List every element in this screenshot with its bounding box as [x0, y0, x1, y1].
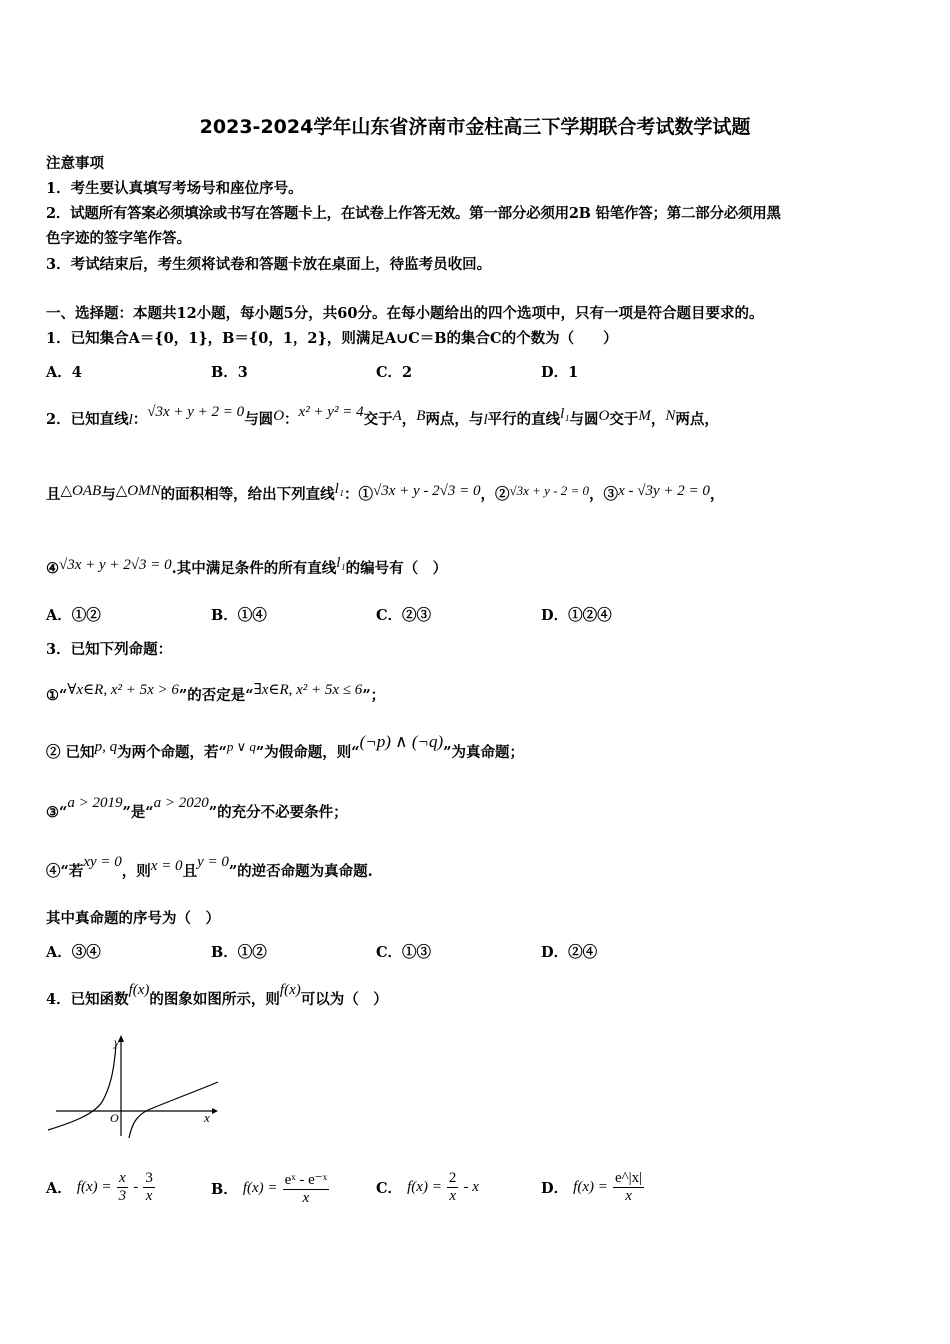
q4-option-c[interactable]: C． f(x) = $\frac{2}{x}$ - x	[376, 1170, 479, 1204]
q3-ask: 其中真命题的序号为（ ）	[46, 910, 220, 927]
q1-option-a[interactable]: A．4	[46, 364, 82, 381]
origin-label: O	[110, 1111, 119, 1125]
q2-option-c[interactable]: C．②③	[376, 607, 432, 624]
q1-option-b[interactable]: B．3	[211, 364, 248, 381]
q2-option-b[interactable]: B．①④	[211, 607, 267, 624]
question-2-line-1: 2．已知直线l：√3x + y + 2 = 0与圆O：x² + y² = 4交于A，B两点，与l平行的直线l₁与圆O交于M，N两点，	[46, 404, 719, 428]
question-4-stem: 4．已知函数f(x)的图象如图所示，则f(x)可以为（ ）	[46, 982, 388, 1008]
notice-item: 3．考试结束后，考生须将试卷和答题卡放在桌面上，待监考员收回。	[46, 256, 492, 273]
function-graph	[44, 1032, 224, 1144]
section-heading: 一、选择题：本题共12小题，每小题5分，共60分。在每小题给出的四个选项中，只有一项是符合题目要求的。	[46, 305, 764, 322]
q3-proposition-4: ④“若xy = 0，则x = 0且y = 0”的逆否命题为真命题.	[46, 854, 373, 880]
q1-option-c[interactable]: C．2	[376, 364, 413, 381]
x-axis-arrow	[212, 1108, 218, 1114]
q4-option-a[interactable]: A． f(x) = $\frac{x}{3}$ - $\frac{3}{x}$	[46, 1170, 153, 1204]
q3-option-d[interactable]: D．②④	[541, 944, 598, 961]
y-axis-label: y	[114, 1035, 120, 1049]
q3-option-b[interactable]: B．①②	[211, 944, 267, 961]
q4-option-d[interactable]: D． f(x) = $\frac{e\^{}|x|}{x}$	[541, 1170, 643, 1204]
q2-option-a[interactable]: A．①②	[46, 607, 101, 624]
q3-option-c[interactable]: C．①③	[376, 944, 432, 961]
q4-option-b[interactable]: B． f(x) = $\frac{\text{eˣ - e⁻ˣ}}{x}$	[211, 1172, 328, 1206]
question-1-stem: 1．已知集合A＝{0，1}，B＝{0，1，2}，则满足A∪C＝B的集合C的个数为（ ）	[46, 330, 618, 347]
q1-option-d[interactable]: D．1	[541, 364, 579, 381]
notice-item: 色字迹的签字笔作答。	[46, 230, 191, 247]
question-2-line-2: 且△OAB与△OMN的面积相等，给出下列直线l₁：①√3x + y - 2√3 = 0，②√3x + y - 2 = 0，③x - √3y + 2 = 0，	[46, 481, 725, 503]
curve-left-branch	[48, 1044, 116, 1130]
q3-proposition-1: ①“∀x∈R, x² + 5x > 6”的否定是“∃x∈R, x² + 5x ≤ 6”；	[46, 682, 386, 704]
question-2-line-3: ④√3x + y + 2√3 = 0.其中满足条件的所有直线l₁的编号有（ ）	[46, 555, 448, 577]
q3-proposition-2: ② 已知p, q为两个命题，若“p ∨ q”为假命题，则“(¬p) ∧ (¬q)”为真命题；	[46, 732, 524, 761]
notice-heading: 注意事项	[46, 155, 104, 172]
notice-item: 1．考生要认真填写考场号和座位序号。	[46, 180, 303, 197]
q3-proposition-3: ③“a > 2019”是“a > 2020”的充分不必要条件；	[46, 795, 348, 821]
x-axis-label: x	[204, 1110, 210, 1125]
q3-option-a[interactable]: A．③④	[46, 944, 101, 961]
page-title: 2023-2024学年山东省济南市金柱高三下学期联合考试数学试题	[199, 116, 751, 138]
notice-item: 2．试题所有答案必须填涂或书写在答题卡上，在试卷上作答无效。第一部分必须用2B 铅笔作答；第二部分必须用黑	[46, 205, 781, 222]
question-3-stem: 3．已知下列命题：	[46, 641, 173, 658]
q2-option-d[interactable]: D．①②④	[541, 607, 612, 624]
